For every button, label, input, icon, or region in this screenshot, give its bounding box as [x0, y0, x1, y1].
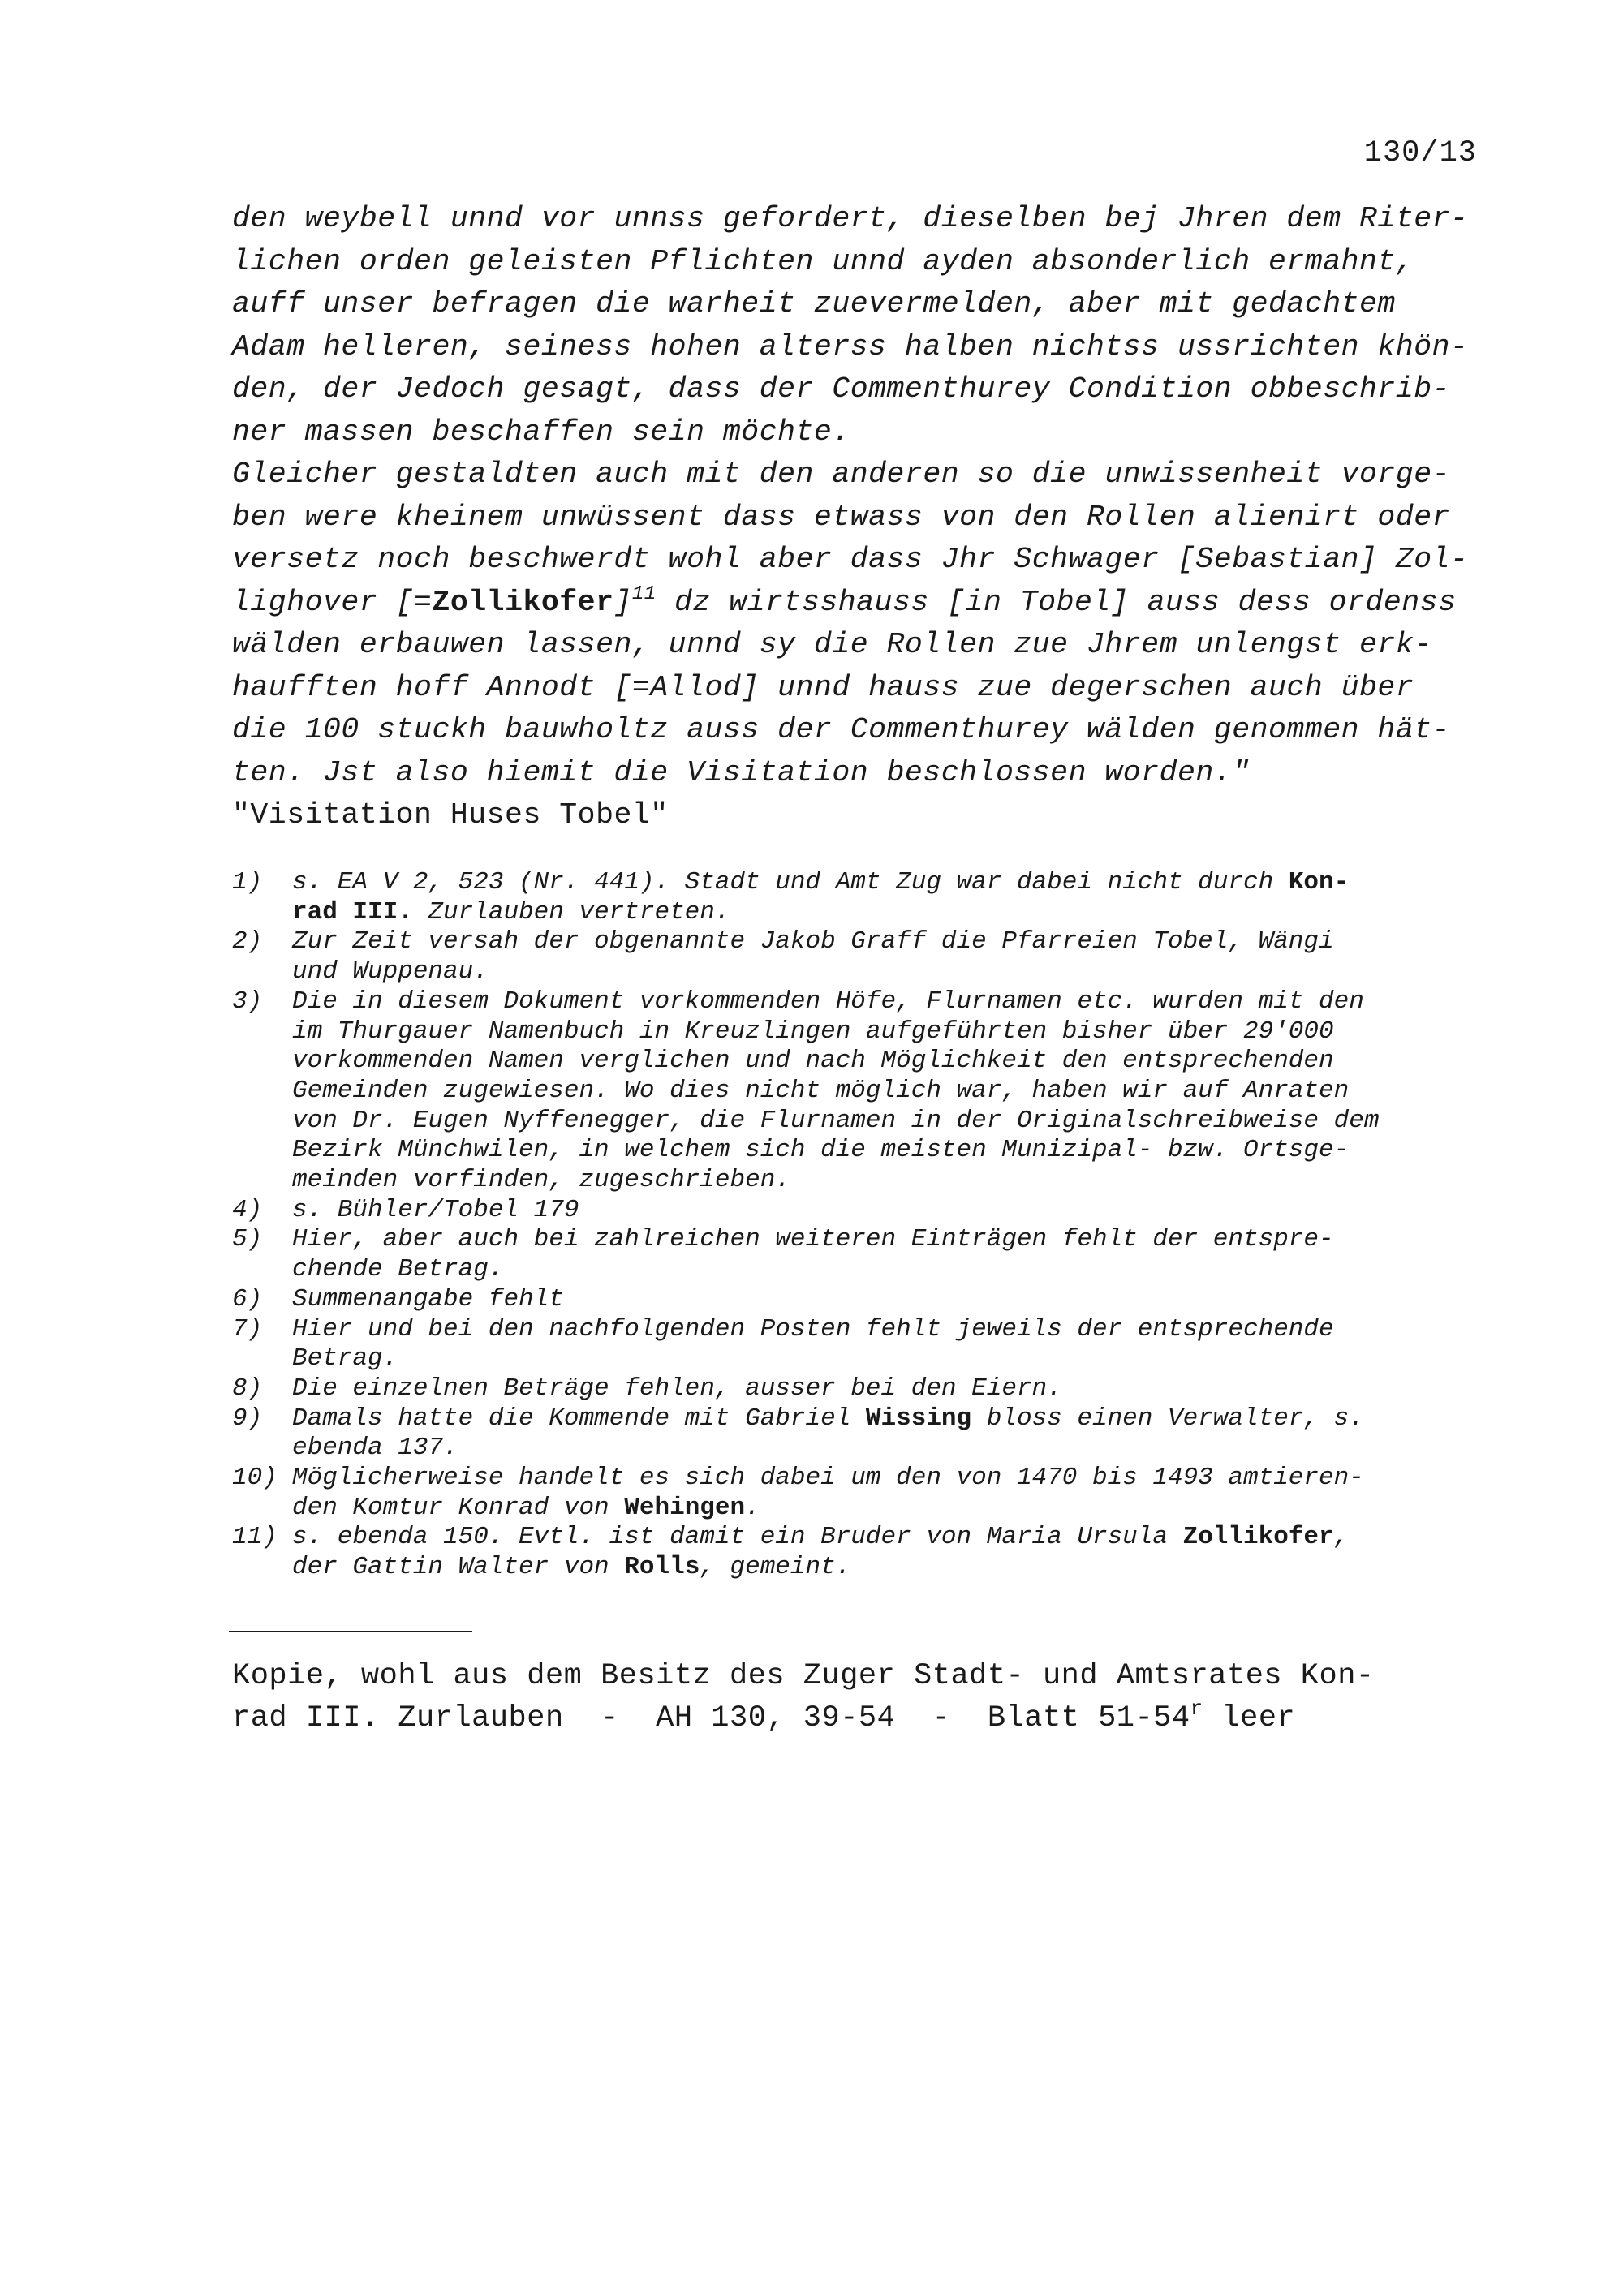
footnote-line [292, 1166, 1498, 1196]
footnote-line [292, 1077, 1498, 1107]
footnote-text [292, 927, 1498, 987]
footnote-number: 9) [232, 1404, 263, 1433]
text-segment: chende Betrag. [292, 1255, 504, 1284]
footnote-item [232, 987, 1498, 1196]
footnote-number: 11) [232, 1523, 278, 1552]
footnote-item [232, 1285, 1498, 1315]
text-segment: vorkommenden Namen verglichen und nach Möglichkeit den entsprechenden [292, 1047, 1334, 1076]
footnote-line [292, 1553, 1498, 1583]
footnote-marker: 11 [631, 583, 657, 605]
footnote-line [292, 987, 1498, 1017]
text-line: Gleicher gestaldten auch mit den anderen so die unwissenheit vorge- [232, 458, 1451, 491]
footnote-number: 2) [232, 927, 263, 957]
footnote-text [292, 1523, 1498, 1582]
footnote-item [232, 1315, 1498, 1374]
document-title-quote: "Visitation Huses Tobel" [232, 798, 669, 832]
footnote-line [292, 898, 1498, 928]
name-emphasis: Kon- [1288, 868, 1350, 896]
name-emphasis: Zollikofer [432, 585, 614, 619]
footnote-item [232, 1225, 1498, 1284]
footnote-number: 4) [232, 1195, 263, 1224]
text-segment: im Thurgauer Namenbuch in Kreuzlingen aufgeführten bisher über 29'000 [292, 1017, 1334, 1046]
footnote-line [292, 1017, 1498, 1047]
name-emphasis: rad III. [292, 897, 413, 927]
superscript-r: r [1190, 1696, 1203, 1721]
text-segment: s. ebenda 150. Evtl. ist damit ein Bruder von Maria Ursula [292, 1523, 1183, 1552]
text-segment: , [1333, 1523, 1350, 1552]
footnote-item [232, 1404, 1498, 1464]
footnote-item [232, 868, 1498, 927]
footnote-number: 8) [232, 1374, 263, 1403]
footnote-line [292, 1374, 1498, 1404]
footnote-line [292, 1464, 1498, 1494]
name-emphasis: Zollikofer [1182, 1523, 1334, 1552]
text-line: ner massen beschaffen sein möchte. [232, 415, 850, 449]
footnote-line [292, 868, 1498, 898]
footnote-text [292, 1374, 1498, 1404]
text-segment: von Dr. Eugen Nyffenegger, die Flurnamen in der Originalschreibweise dem [292, 1106, 1380, 1135]
footnote-number: 10) [232, 1464, 278, 1493]
footnote-line [292, 1494, 1498, 1524]
footnote-item [232, 1196, 1498, 1226]
footnote-item [232, 1523, 1498, 1582]
text-segment: Summenangabe fehlt [292, 1284, 564, 1314]
footnote-line [292, 1315, 1498, 1345]
text-line: ben were kheinem unwüssent dass etwass von den Rollen alienirt oder [232, 500, 1451, 534]
footnote-item [232, 927, 1498, 987]
text-segment: leer [1203, 1701, 1296, 1735]
footnote-line [292, 1107, 1498, 1137]
text-line: auff unser befragen die warheit zuevermelden, aber mit gedachtem [232, 287, 1396, 320]
footnotes-list [232, 868, 1498, 1583]
text-segment: und Wuppenau. [292, 957, 489, 987]
text-line: versetz noch beschwerdt wohl aber dass Jhr Schwager [Sebastian] Zol- [232, 543, 1469, 576]
text-line: den, der Jedoch gesagt, dass der Commenthurey Condition obbeschrib- [232, 372, 1451, 406]
text-line: wälden erbauwen lassen, unnd sy die Rollen zue Jhrem unlengst erk- [232, 628, 1432, 661]
footnote-number: 6) [232, 1284, 263, 1314]
text-line: Adam helleren, seiness hohen alterss halben nichtss ussrichten khön- [232, 329, 1469, 363]
text-segment: Hier, aber auch bei zahlreichen weiteren Einträgen fehlt der entspre- [292, 1225, 1334, 1254]
text-segment: lighover [= [232, 585, 433, 619]
footnote-line [292, 927, 1498, 957]
text-segment: ] [613, 585, 632, 619]
footnote-line [292, 957, 1498, 987]
text-segment: Die in diesem Dokument vorkommenden Höfe, Flurnamen etc. wurden mit den [292, 987, 1364, 1016]
text-segment: Betrag. [292, 1344, 398, 1374]
text-segment: . [745, 1493, 760, 1522]
text-segment: Möglicherweise handelt es sich dabei um den von 1470 bis 1493 amtieren- [292, 1464, 1364, 1493]
text-line: die 100 stuckh bauwholtz auss der Commenthurey wälden genommen hät- [232, 713, 1451, 746]
source-note [232, 1655, 1498, 1739]
text-segment: Hier und bei den nachfolgenden Posten fehlt jeweils der entsprechende [292, 1314, 1334, 1344]
text-segment: ebenda 137. [292, 1434, 458, 1463]
text-segment: der Gattin Walter von [292, 1553, 625, 1582]
footnote-number: 1) [232, 868, 263, 896]
text-segment: Die einzelnen Beträge fehlen, ausser bei den Eiern. [292, 1374, 1062, 1403]
footnote-line [292, 1434, 1498, 1464]
text-segment: bloss einen Verwalter, s. [971, 1404, 1364, 1433]
footnote-divider [229, 1631, 472, 1632]
text-segment: den Komtur Konrad von [292, 1493, 625, 1522]
footnote-number: 3) [232, 987, 263, 1016]
name-emphasis: Wissing [865, 1404, 972, 1433]
text-segment: s. Bühler/Tobel 179 [292, 1195, 579, 1224]
footnote-number: 7) [232, 1314, 263, 1344]
text-segment: Gemeinden zugewiesen. Wo dies nicht möglich war, haben wir auf Anraten [292, 1076, 1350, 1105]
footnote-text [292, 1285, 1498, 1315]
footnote-item [232, 1374, 1498, 1404]
text-segment: Zur Zeit versah der obgenannte Jakob Graff die Pfarreien Tobel, Wängi [292, 927, 1334, 957]
footnote-line [292, 1404, 1498, 1434]
text-segment: , gemeint. [700, 1553, 851, 1582]
footnote-line [292, 1196, 1498, 1226]
text-segment: Damals hatte die Kommende mit Gabriel [292, 1404, 866, 1433]
text-line: haufften hoff Annodt [=Allod] unnd hauss zue degerschen auch über [232, 670, 1414, 704]
footnote-text [292, 987, 1498, 1196]
footnote-text [292, 1196, 1498, 1226]
footnote-line [292, 1225, 1498, 1255]
text-segment: Bezirk Münchwilen, in welchem sich die meisten Munizipal- bzw. Ortsge- [292, 1136, 1350, 1165]
footnote-text [292, 1225, 1498, 1284]
footnote-line [292, 1047, 1498, 1077]
text-segment: rad III. Zurlauben - AH 130, 39-54 - Blatt 51-54 [232, 1701, 1190, 1735]
footnote-text [292, 1315, 1498, 1374]
text-line: lichen orden geleisten Pflichten unnd ayden absonderlich ermahnt, [232, 244, 1414, 278]
footnote-line [292, 1285, 1498, 1315]
text-segment: dz wirtsshauss [in Tobel] auss dess ordenss [656, 585, 1457, 619]
footnote-line [292, 1523, 1498, 1553]
footnote-line [292, 1255, 1498, 1285]
footnote-text [292, 1464, 1498, 1523]
source-line: Kopie, wohl aus dem Besitz des Zuger Stadt- und Amtsrates Kon- [232, 1659, 1375, 1693]
source-line [232, 1697, 1498, 1739]
footnote-text [292, 868, 1498, 927]
main-text [232, 198, 1498, 837]
text-line: den weybell unnd vor unnss gefordert, dieselben bej Jhren dem Riter- [232, 202, 1469, 235]
text-line: ten. Jst also hiemit die Visitation beschlossen worden." [232, 755, 1251, 789]
text-segment: s. EA V 2, 523 (Nr. 441). Stadt und Amt Zug war dabei nicht durch [292, 868, 1289, 896]
text-segment: meinden vorfinden, zugeschrieben. [292, 1166, 790, 1195]
footnote-line [292, 1136, 1498, 1166]
footnote-number: 5) [232, 1225, 263, 1254]
footnote-text [292, 1404, 1498, 1464]
page-number: 130/13 [1363, 136, 1477, 170]
text-segment: Zurlauben vertreten. [412, 897, 730, 927]
footnote-line [292, 1344, 1498, 1374]
text-line [232, 582, 1498, 625]
name-emphasis: Rolls [624, 1553, 700, 1582]
name-emphasis: Wehingen [624, 1493, 746, 1522]
footnote-item [232, 1464, 1498, 1523]
